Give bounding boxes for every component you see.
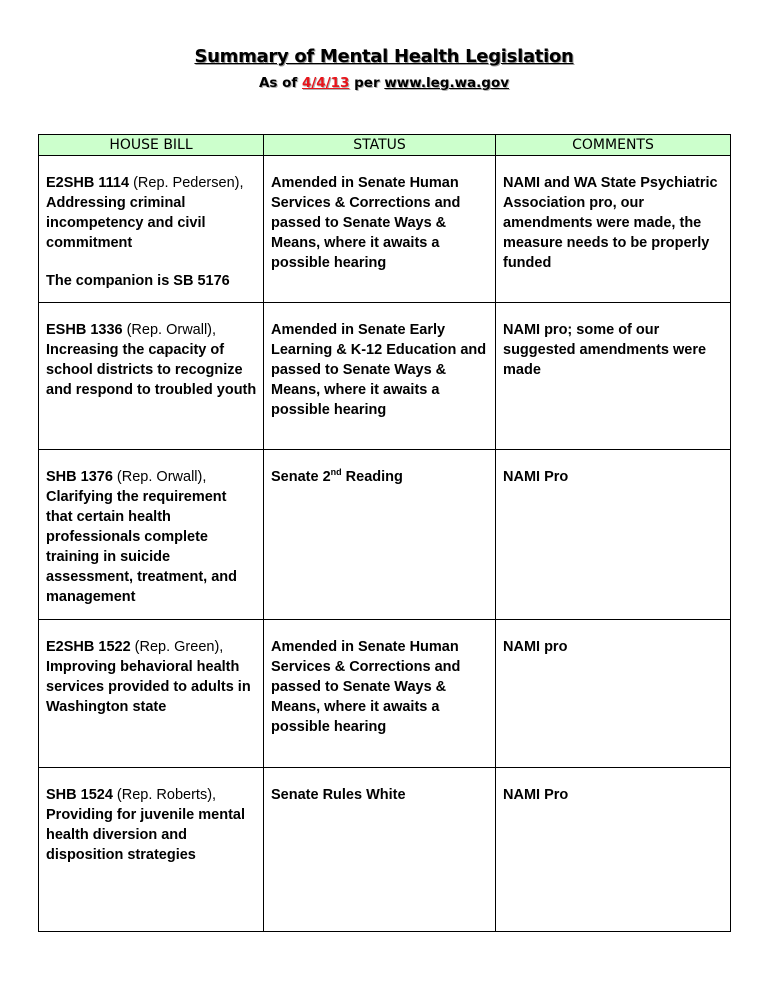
bill-sponsor: (Rep. Pedersen),: [129, 175, 244, 191]
bill-description: Clarifying the requirement that certain health professionals complete training in suicide assessment, treatment, and management: [46, 489, 237, 605]
bill-id: SHB 1524: [46, 787, 113, 803]
bill-cell: [39, 303, 264, 450]
legislation-table: [38, 134, 731, 932]
column-header-status: STATUS: [264, 135, 496, 156]
table-row: [39, 768, 731, 932]
status-cell: Amended in Senate Early Learning & K-12 Education and passed to Senate Ways & Means, where it awaits a possible hearing: [264, 303, 496, 450]
bill-description: Addressing criminal incompetency and civil commitment: [46, 195, 206, 251]
status-cell: Senate Rules White: [264, 768, 496, 932]
status-ordinal: nd: [330, 467, 342, 477]
bill-sponsor: (Rep. Orwall),: [112, 469, 207, 485]
comments-cell: NAMI pro: [496, 620, 731, 768]
bill-cell: [39, 620, 264, 768]
column-header-comments: COMMENTS: [496, 135, 731, 156]
comments-cell: NAMI and WA State Psychiatric Association pro, our amendments were made, the measure needs to be properly funded: [496, 156, 731, 303]
comments-cell: NAMI pro; some of our suggested amendments were made: [496, 303, 731, 450]
table-row: [39, 620, 731, 768]
bill-sponsor: (Rep. Orwall),: [122, 322, 217, 338]
comments-cell: NAMI Pro: [496, 450, 731, 620]
status-cell: Amended in Senate Human Services & Corrections and passed to Senate Ways & Means, where it awaits a possible hearing: [264, 620, 496, 768]
subtitle-middle: per: [349, 75, 385, 91]
document-title: Summary of Mental Health Legislation: [194, 46, 574, 67]
subtitle-site-link[interactable]: www.leg.wa.gov: [384, 75, 510, 91]
comments-cell: NAMI Pro: [496, 768, 731, 932]
bill-companion: The companion is SB 5176: [46, 273, 230, 289]
bill-cell: [39, 156, 264, 303]
bill-id: E2SHB 1114: [46, 175, 130, 191]
bill-sponsor: (Rep. Roberts),: [112, 787, 217, 803]
status-cell: Amended in Senate Human Services & Corrections and passed to Senate Ways & Means, where it awaits a possible hearing: [264, 156, 496, 303]
status-suffix: Reading: [341, 469, 403, 485]
table-row: [39, 156, 731, 303]
bill-description: Providing for juvenile mental health diversion and disposition strategies: [46, 807, 246, 863]
subtitle-prefix: As of: [258, 75, 302, 91]
table-row: [39, 303, 731, 450]
bill-id: ESHB 1336: [46, 322, 123, 338]
bill-description: Increasing the capacity of school districts to recognize and respond to troubled youth: [46, 342, 257, 398]
bill-cell: [39, 450, 264, 620]
bill-sponsor: (Rep. Green),: [130, 639, 224, 655]
bill-cell: [39, 768, 264, 932]
bill-id: SHB 1376: [46, 469, 113, 485]
table-row: [39, 450, 731, 620]
document-subtitle: [0, 75, 768, 91]
table-header-row: [39, 135, 731, 156]
status-cell: [264, 450, 496, 620]
bill-description: Improving behavioral health services provided to adults in Washington state: [46, 659, 251, 715]
subtitle-date: 4/4/13: [301, 75, 350, 91]
bill-id: E2SHB 1522: [46, 639, 131, 655]
status-prefix: Senate 2: [271, 469, 331, 485]
column-header-house-bill: HOUSE BILL: [39, 135, 264, 156]
